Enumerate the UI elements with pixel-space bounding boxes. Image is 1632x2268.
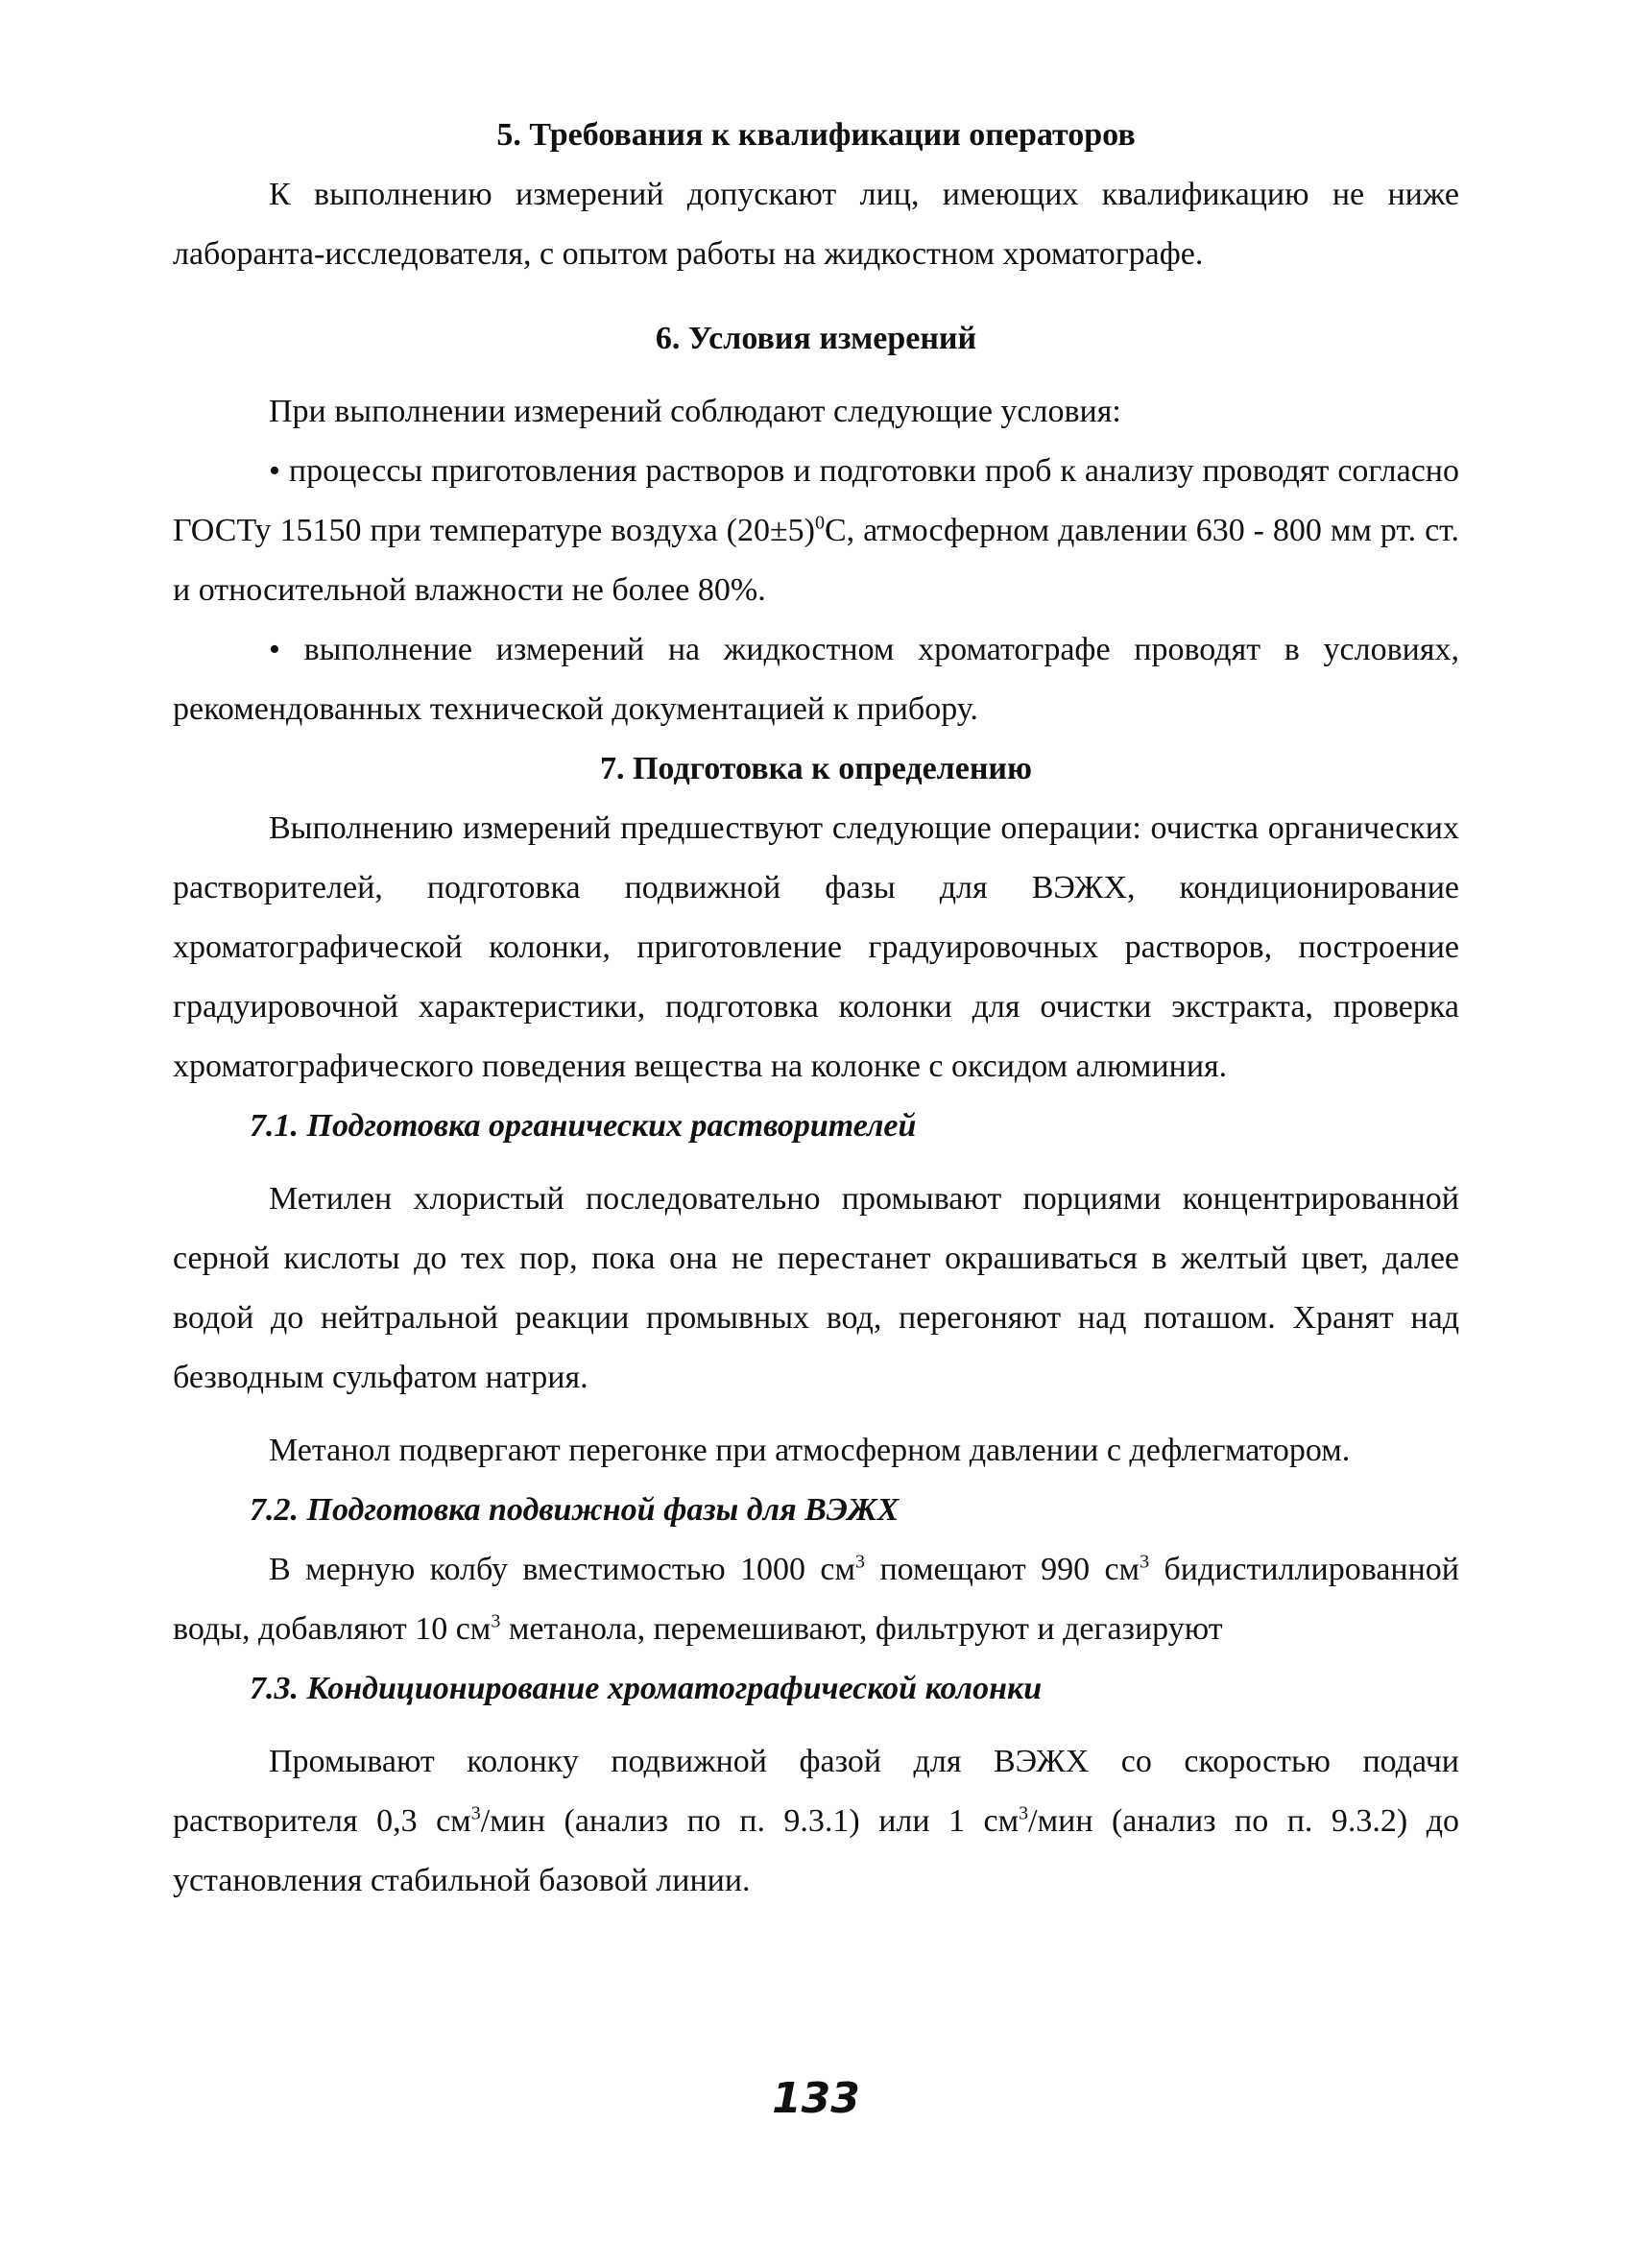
section-7-1-title: 7.1. Подготовка органических растворителей: [250, 1108, 917, 1144]
section-7-1-paragraph-2: Метанол подвергают перегонке при атмосферном давлении с дефлегматором.: [269, 1433, 1351, 1468]
section-7-1-paragraph-1: Метилен хлористый последовательно промывают порциями концентрированной серной кислоты до тех пор, пока она не перестанет окрашиваться в желтый цвет, далее водой до нейтральной реакции промывных вод, перегоняют над поташом. Хранят над безводным сульфатом натрия.: [173, 1181, 1459, 1395]
page-number: 133: [772, 2074, 860, 2123]
section-7-2-title: 7.2. Подготовка подвижной фазы для ВЭЖХ: [250, 1492, 900, 1528]
section-6-bullet-2: • выполнение измерений на жидкостном хроматографе проводят в условиях, рекомендованных технической документацией к прибору.: [173, 632, 1459, 727]
section-6-title: 6. Условия измерений: [655, 321, 977, 356]
section-7-3-paragraph: Промывают колонку подвижной фазой для ВЭЖХ со скоростью подачи растворителя 0,3 $см^3$/мин (анализ по п. 9.3.1) или 1 $см^3$/мин (анализ по п. 9.3.2) до установления стабильной базовой линии.: [173, 1744, 1459, 1898]
section-7-2-paragraph: В мерную колбу вместимостью 1000 $см^3$ помещают 990 $см^3$ бидистиллированной воды, добавляют 10 $см^3$ метанола, перемешивают, фильтруют и дегазируют: [173, 1551, 1459, 1647]
section-7-paragraph: Выполнению измерений предшествуют следующие операции: очистка органических растворителей, подготовка подвижной фазы для ВЭЖХ, кондиционирование хроматографической колонки, приготовление градуировочных растворов, построение градуировочной характеристики, подготовка колонки для очистки экстракта, проверка хроматографического поведения вещества на колонке с оксидом алюминия.: [173, 810, 1459, 1084]
section-7-3-title: 7.3. Кондиционирование хроматографической колонки: [250, 1671, 1043, 1706]
section-7-title: 7. Подготовка к определению: [599, 751, 1032, 786]
section-5-paragraph: К выполнению измерений допускают лиц, имеющих квалификацию не ниже лаборанта-исследователя, с опытом работы на жидкостном хроматографе.: [173, 177, 1459, 272]
section-6-intro: При выполнении измерений соблюдают следующие условия:: [269, 394, 1121, 429]
section-6-bullet-1: • процессы приготовления растворов и подготовки проб к анализу проводят согласно ГОСТу 15150 при температуре воздуха $(20\pm 5)^0С$, атмосферном давлении 630 - 800 мм рт. ст. и относительной влажности не более 80%.: [173, 453, 1459, 608]
section-5-title: 5. Требования к квалификации операторов: [496, 117, 1136, 153]
document-page: [173, 106, 1459, 1911]
